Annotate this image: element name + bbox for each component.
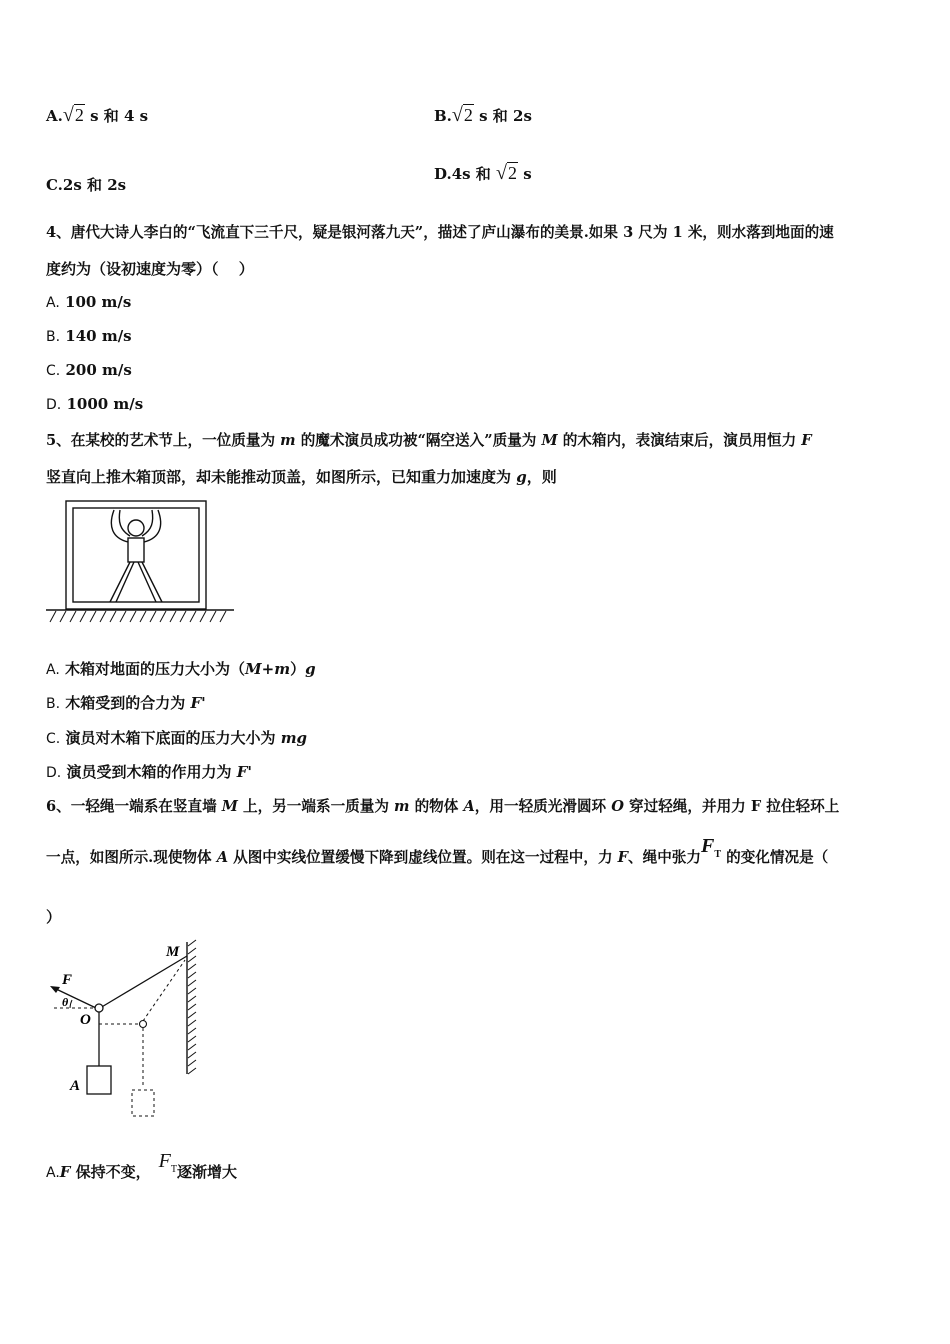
label-A: A xyxy=(70,1078,81,1094)
q5-option-c: C. 演员对木箱下底面的压力大小为 mg xyxy=(46,729,308,747)
q5-option-b: B. 木箱受到的合力为 F' xyxy=(46,694,206,712)
label-theta: θ xyxy=(62,995,69,1009)
tension-symbol: $F_T$ xyxy=(158,1150,177,1175)
q5-stem-line2: 竖直向上推木箱顶部，却未能推动顶盖，如图所示，已知重力加速度为 g，则 xyxy=(46,468,557,486)
q6-stem-line3: ） xyxy=(46,908,62,926)
q3-option-a: A.√2 s 和 4 s xyxy=(46,104,149,126)
q3-option-d: D.4s 和 √2 s xyxy=(434,162,532,184)
label-F: F xyxy=(62,972,73,988)
label-O: O xyxy=(80,1012,91,1028)
q3-option-c: C.2s 和 2s xyxy=(46,176,127,194)
q5-stem-line1: 5、在某校的艺术节上，一位质量为 m 的魔术演员成功被“隔空送入”质量为 M 的木箱内，表演结束后，演员用恒力 F xyxy=(46,432,812,449)
q6-rope-ring-figure xyxy=(44,938,214,1122)
sqrt-symbol: √2 xyxy=(62,104,84,126)
q5-magic-box-figure xyxy=(46,498,236,626)
sqrt-symbol: √2 xyxy=(451,104,473,126)
box-outer xyxy=(66,501,206,609)
q3-option-b: B.√2 s 和 2s xyxy=(434,104,532,126)
q4-option-c: C. 200 m/s xyxy=(46,361,132,379)
label-M: M xyxy=(166,944,180,960)
q6-option-a: A.F 保持不变， $F_T$逐渐增大 xyxy=(46,1150,238,1181)
q6-stem-line1: 6、一轻绳一端系在竖直墙 M 上，另一端系一质量为 m 的物体 A，用一轻质光滑圆环 O 穿过轻绳，并用力 F 拉住轻环上 xyxy=(46,798,840,815)
q6-stem-line2: 一点，如图所示.现使物体 A 从图中实线位置缓慢下降到虚线位置。则在这一过程中，力 F、绳中张力$F_T$ 的变化情况是（ xyxy=(46,835,829,866)
q4-option-d: D. 1000 m/s xyxy=(46,395,144,413)
tension-symbol: $F_T$ xyxy=(701,835,722,860)
q4-stem-line1: 4、唐代大诗人李白的“飞流直下三千尺，疑是银河落九天”，描述了庐山瀑布的美景.如果 3 尺为 1 米，则水落到地面的速 xyxy=(46,224,834,241)
box-inner xyxy=(73,508,199,602)
q5-option-d: D. 演员受到木箱的作用力为 F' xyxy=(46,763,252,781)
sqrt-symbol: √2 xyxy=(496,162,518,184)
q4-option-a: A. 100 m/s xyxy=(46,293,132,311)
q4-stem-line2: 度约为（设初速度为零）（ ） xyxy=(46,260,254,278)
q5-option-a: A. 木箱对地面的压力大小为（M+m）g xyxy=(46,660,316,678)
q4-option-b: B. 140 m/s xyxy=(46,327,132,345)
